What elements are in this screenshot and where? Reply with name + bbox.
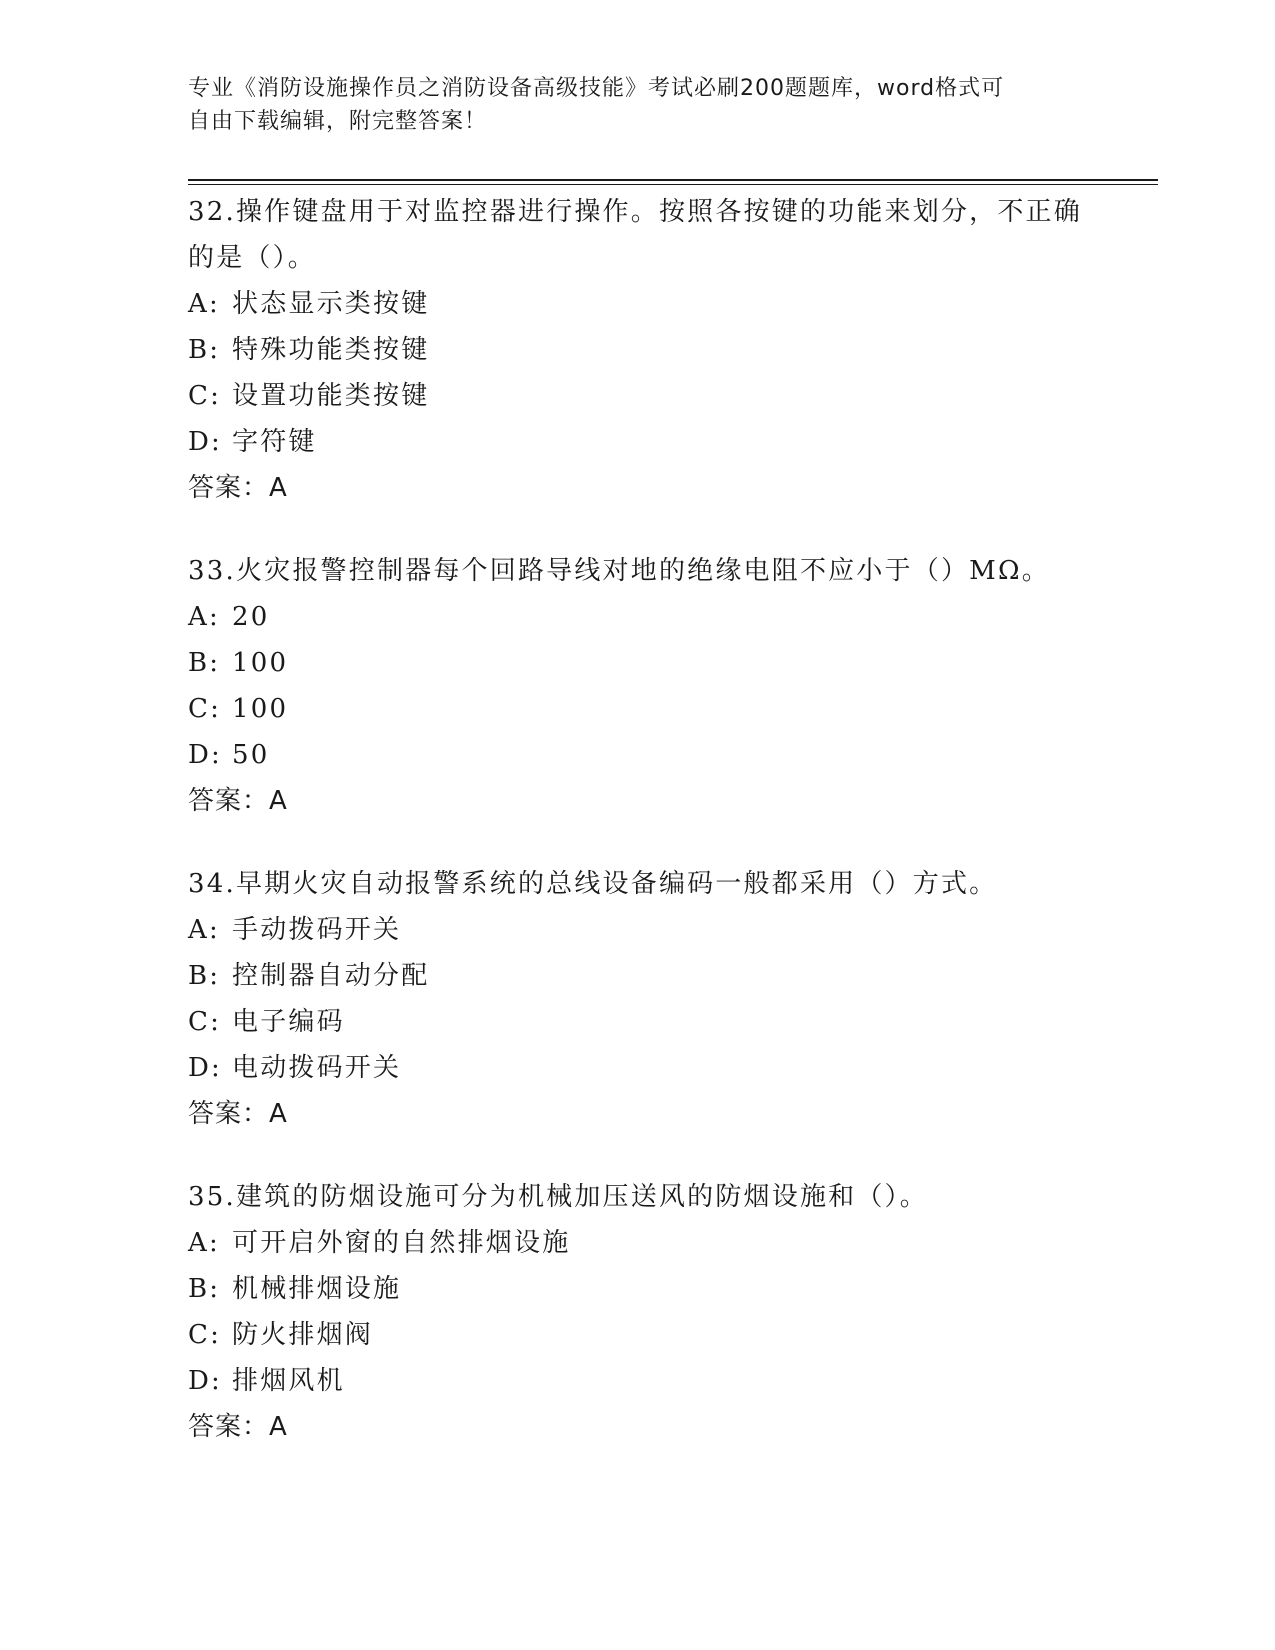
header-line-1: 专业《消防设施操作员之消防设备高级技能》考试必刷200题题库，word格式可: [188, 76, 1005, 101]
option-key: B:: [188, 1274, 221, 1304]
option-a: [188, 281, 1088, 327]
option-text: 电子编码: [232, 1007, 345, 1037]
option-text: 50: [232, 740, 270, 770]
option-key: D:: [188, 1053, 223, 1083]
option-key: D:: [188, 427, 223, 457]
option-text: 状态显示类按键: [232, 289, 430, 319]
option-key: C:: [188, 694, 222, 724]
option-key: A:: [188, 602, 220, 632]
question-text: 32.操作键盘用于对监控器进行操作。按照各按键的功能来划分，不正确的是（）。: [188, 197, 1082, 273]
option-key: C:: [188, 1007, 222, 1037]
option-text: 防火排烟阀: [232, 1320, 374, 1350]
option-c: [188, 1312, 1088, 1358]
option-key: B:: [188, 648, 221, 678]
question-34: [188, 861, 1088, 1137]
option-d: [188, 1045, 1088, 1091]
option-key: B:: [188, 335, 221, 365]
option-text: 机械排烟设施: [232, 1274, 402, 1304]
option-a: [188, 594, 1088, 640]
option-d: [188, 419, 1088, 465]
option-a: [188, 1220, 1088, 1266]
answer-line: 答案：A: [188, 786, 288, 816]
question-text: 33.火灾报警控制器每个回路导线对地的绝缘电阻不应小于（）MΩ。: [188, 556, 1050, 586]
question-text: 35.建筑的防烟设施可分为机械加压送风的防烟设施和（）。: [188, 1182, 928, 1212]
option-text: 100: [232, 694, 289, 724]
answer-line: 答案：A: [188, 473, 288, 503]
option-b: [188, 327, 1088, 373]
option-text: 可开启外窗的自然排烟设施: [232, 1228, 571, 1258]
option-key: D:: [188, 740, 223, 770]
answer-line: 答案：A: [188, 1099, 288, 1129]
option-c: [188, 373, 1088, 419]
question-35: [188, 1174, 1088, 1450]
option-text: 100: [232, 648, 289, 678]
option-text: 控制器自动分配: [232, 961, 430, 991]
option-key: D:: [188, 1366, 223, 1396]
option-text: 字符键: [232, 427, 317, 457]
option-text: 电动拨码开关: [232, 1053, 402, 1083]
question-list: [188, 189, 1088, 1487]
question-33: [188, 548, 1088, 824]
question-text: 34.早期火灾自动报警系统的总线设备编码一般都采用（）方式。: [188, 869, 998, 899]
option-key: C:: [188, 1320, 222, 1350]
answer-line: 答案：A: [188, 1412, 288, 1442]
question-32: [188, 189, 1088, 511]
option-b: [188, 953, 1088, 999]
option-key: A:: [188, 1228, 220, 1258]
option-key: B:: [188, 961, 221, 991]
option-key: C:: [188, 381, 222, 411]
option-key: A:: [188, 915, 220, 945]
header-rule-thin: [188, 184, 1158, 185]
option-text: 排烟风机: [232, 1366, 345, 1396]
option-c: [188, 686, 1088, 732]
document-header: [188, 72, 1068, 138]
option-d: [188, 732, 1088, 778]
option-text: 特殊功能类按键: [232, 335, 430, 365]
option-text: 20: [232, 602, 270, 632]
option-b: [188, 1266, 1088, 1312]
option-text: 设置功能类按键: [232, 381, 430, 411]
option-key: A:: [188, 289, 220, 319]
option-text: 手动拨码开关: [232, 915, 402, 945]
option-a: [188, 907, 1088, 953]
option-b: [188, 640, 1088, 686]
option-c: [188, 999, 1088, 1045]
option-d: [188, 1358, 1088, 1404]
header-rule-thick: [188, 179, 1158, 181]
header-line-2: 自由下载编辑，附完整答案！: [188, 109, 488, 134]
